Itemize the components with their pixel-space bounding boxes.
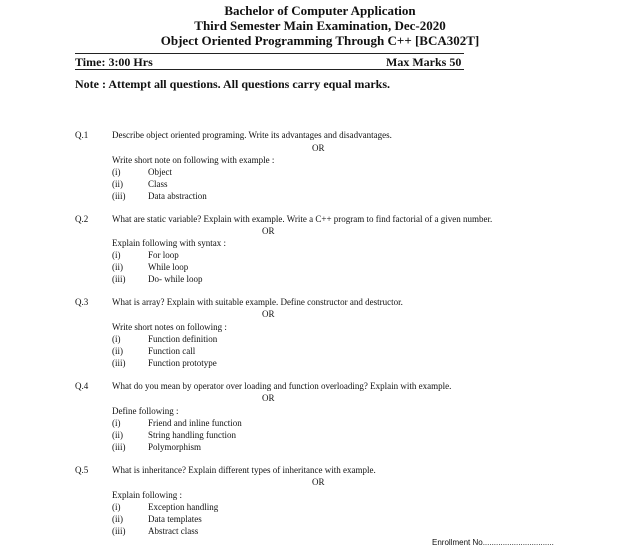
exam-title-subject: Object Oriented Programming Through C++ [BCA302T] [160, 33, 480, 48]
item-text: Class [148, 179, 168, 189]
item-number: (ii) [112, 179, 123, 189]
item-number: (ii) [112, 346, 123, 356]
or-separator: OR [312, 143, 325, 153]
question-text: What do you mean by operator over loading and function overloading? Explain with example. [112, 381, 452, 391]
item-number: (i) [112, 334, 121, 344]
item-number: (ii) [112, 514, 123, 524]
question-number: Q.1 [75, 130, 89, 140]
bottom-rule [75, 69, 464, 70]
time-label: Time: 3:00 Hrs [75, 55, 153, 69]
item-text: Function prototype [148, 358, 217, 368]
item-text: Function definition [148, 334, 218, 344]
or-separator: OR [312, 477, 325, 487]
item-number: (iii) [112, 274, 126, 284]
question-text: Describe object oriented programing. Write its advantages and disadvantages. [112, 130, 392, 140]
question-text: What is inheritance? Explain different types of inheritance with example. [112, 465, 376, 475]
item-text: Polymorphism [148, 442, 202, 452]
exam-title-program: Bachelor of Computer Application [224, 3, 416, 18]
item-text: String handling function [148, 430, 236, 440]
alternative-question: Define following : [112, 406, 179, 416]
item-number: (iii) [112, 442, 126, 452]
or-separator: OR [262, 226, 275, 236]
question-number: Q.3 [75, 297, 89, 307]
question-text: What is array? Explain with suitable example. Define constructor and destructor. [112, 297, 403, 307]
question-text: What are static variable? Explain with example. Write a C++ program to find factorial of a given number. [112, 214, 493, 224]
item-number: (ii) [112, 430, 123, 440]
max-marks-label: Max Marks 50 [386, 55, 462, 69]
alternative-question: Explain following with syntax : [112, 238, 226, 248]
item-text: Function call [148, 346, 196, 356]
alternative-question: Write short notes on following : [112, 322, 227, 332]
item-number: (i) [112, 167, 121, 177]
item-number: (ii) [112, 262, 123, 272]
item-number: (iii) [112, 191, 126, 201]
enrollment-number-field: Enrollment No................................ [432, 538, 554, 547]
item-text: For loop [148, 250, 179, 260]
item-number: (i) [112, 418, 121, 428]
item-number: (i) [112, 502, 121, 512]
alternative-question: Write short note on following with example : [112, 155, 275, 165]
instruction-note: Note : Attempt all questions. All questions carry equal marks. [75, 77, 390, 91]
question-number: Q.2 [75, 214, 89, 224]
item-text: Data abstraction [148, 191, 207, 201]
item-number: (iii) [112, 526, 126, 536]
exam-title-semester: Third Semester Main Examination, Dec-2020 [194, 18, 446, 33]
top-rule [75, 53, 464, 54]
alternative-question: Explain following : [112, 490, 182, 500]
item-text: Exception handling [148, 502, 219, 512]
question-number: Q.4 [75, 381, 89, 391]
item-text: Data templates [148, 514, 202, 524]
or-separator: OR [262, 393, 275, 403]
item-number: (i) [112, 250, 121, 260]
item-text: Object [148, 167, 172, 177]
item-text: While loop [148, 262, 189, 272]
question-number: Q.5 [75, 465, 89, 475]
item-text: Do- while loop [148, 274, 203, 284]
item-text: Friend and inline function [148, 418, 242, 428]
item-text: Abstract class [148, 526, 199, 536]
item-number: (iii) [112, 358, 126, 368]
or-separator: OR [262, 309, 275, 319]
